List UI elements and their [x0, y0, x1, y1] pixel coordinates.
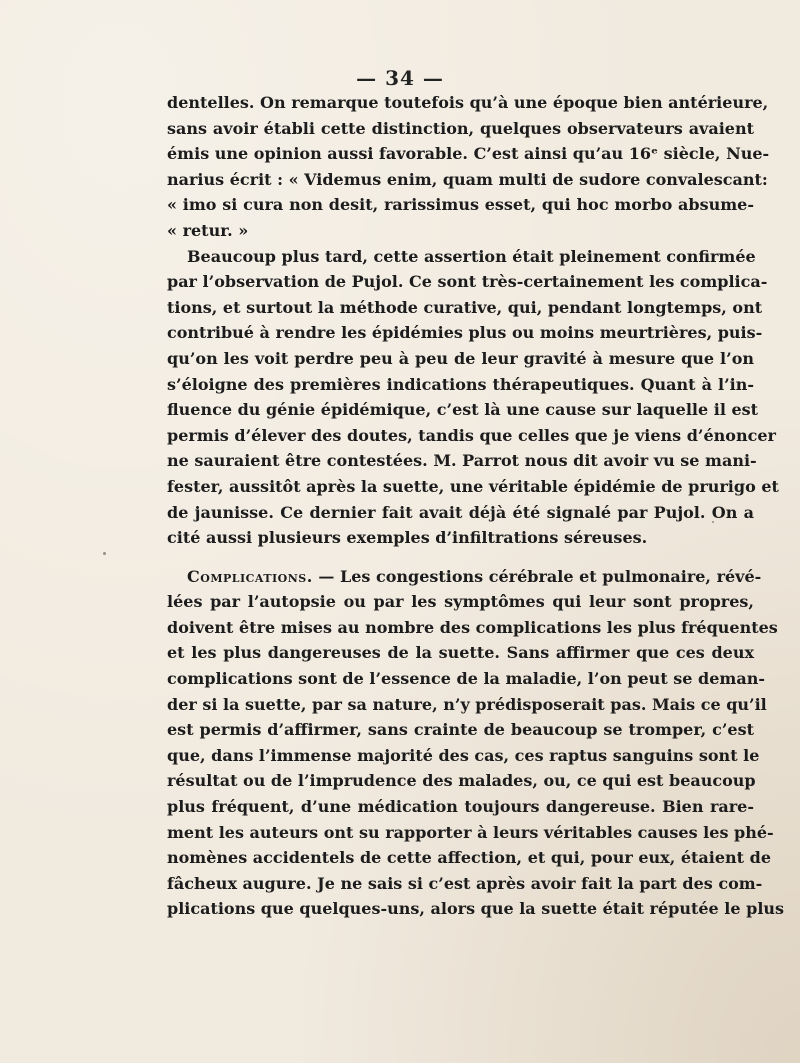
text-line: der si la suette, par sa nature, n’y prédisposerait pas. Mais ce qu’il	[167, 694, 767, 714]
text-line: plications que quelques-uns, alors que la suette était réputée le plus	[167, 899, 785, 919]
text-line: contribué à rendre les épidémies plus ou moins meurtrières, puis-	[167, 323, 763, 343]
body-text	[167, 90, 785, 922]
text-line: « imo si cura non desit, rarissimus esset, qui hoc morbo absume-	[167, 195, 754, 215]
text-line: que, dans l’immense majorité des cas, ces raptus sanguins sont le	[167, 745, 760, 765]
text-line-rest: — Les congestions cérébrale et pulmonaire, révé-	[312, 566, 762, 586]
section-heading: Complications.	[187, 566, 313, 586]
text-line: fluence du génie épidémique, c’est là une cause sur laquelle il est	[167, 400, 759, 420]
text-line: complications sont de l’essence de la maladie, l’on peut se deman-	[167, 669, 765, 689]
text-line: dentelles. On remarque toutefois qu’à une époque bien antérieure,	[167, 93, 769, 112]
paper-speck	[103, 552, 106, 555]
text-line: fester, aussitôt après la suette, une véritable épidémie de prurigo et	[167, 476, 779, 496]
paragraph-gap	[167, 551, 754, 564]
text-line: résultat ou de l’imprudence des malades, ou, ce qui est beaucoup	[167, 771, 756, 791]
text-line: de jaunisse. Ce dernier fait avait déjà été signalé par Pujol. On a	[167, 502, 754, 522]
text-line: est permis d’affirmer, sans crainte de beaucoup se tromper, c’est	[167, 720, 754, 740]
page-number: — 34 —	[356, 66, 444, 90]
text-line: plus fréquent, d’une médication toujours dangereuse. Bien rare-	[167, 797, 754, 817]
text-line: s’éloigne des premières indications thérapeutiques. Quant à l’in-	[167, 374, 754, 394]
text-line: Beaucoup plus tard, cette assertion était pleinement confirmée	[187, 246, 756, 266]
text-line: ne sauraient être contestées. M. Parrot nous dit avoir vu se mani-	[167, 451, 757, 471]
paper-speck	[712, 521, 714, 523]
text-line: ment les auteurs ont su rapporter à leurs véritables causes les phé-	[167, 822, 774, 842]
text-line: narius écrit : « Videmus enim, quam multi de sudore convalescant:	[167, 169, 768, 189]
text-line: doivent être mises au nombre des complications les plus fréquentes	[167, 617, 778, 637]
text-line: et les plus dangereuses de la suette. Sans affirmer que ces deux	[167, 643, 754, 663]
text-line: tions, et surtout la méthode curative, qui, pendant longtemps, ont	[167, 297, 763, 317]
text-line: fâcheux augure. Je ne sais si c’est après avoir fait la part des com-	[167, 873, 763, 893]
text-line: sans avoir établi cette distinction, quelques observateurs avaient	[167, 118, 754, 138]
text-line: émis une opinion aussi favorable. C’est ainsi qu’au 16ᵉ siècle, Nue-	[167, 144, 770, 164]
text-line: qu’on les voit perdre peu à peu de leur gravité à mesure que l’on	[167, 348, 754, 368]
text-line: par l’observation de Pujol. Ce sont très-certainement les complica-	[167, 272, 768, 292]
text-line: cité aussi plusieurs exemples d’infiltrations séreuses.	[167, 528, 648, 548]
text-line: nomènes accidentels de cette affection, et qui, pour eux, étaient de	[167, 848, 772, 868]
text-line: lées par l’autopsie ou par les symptômes qui leur sont propres,	[167, 592, 754, 612]
text-line: « retur. »	[167, 220, 249, 240]
text-line: permis d’élever des doutes, tandis que celles que je viens d’énoncer	[167, 425, 776, 445]
text-line	[167, 564, 762, 590]
